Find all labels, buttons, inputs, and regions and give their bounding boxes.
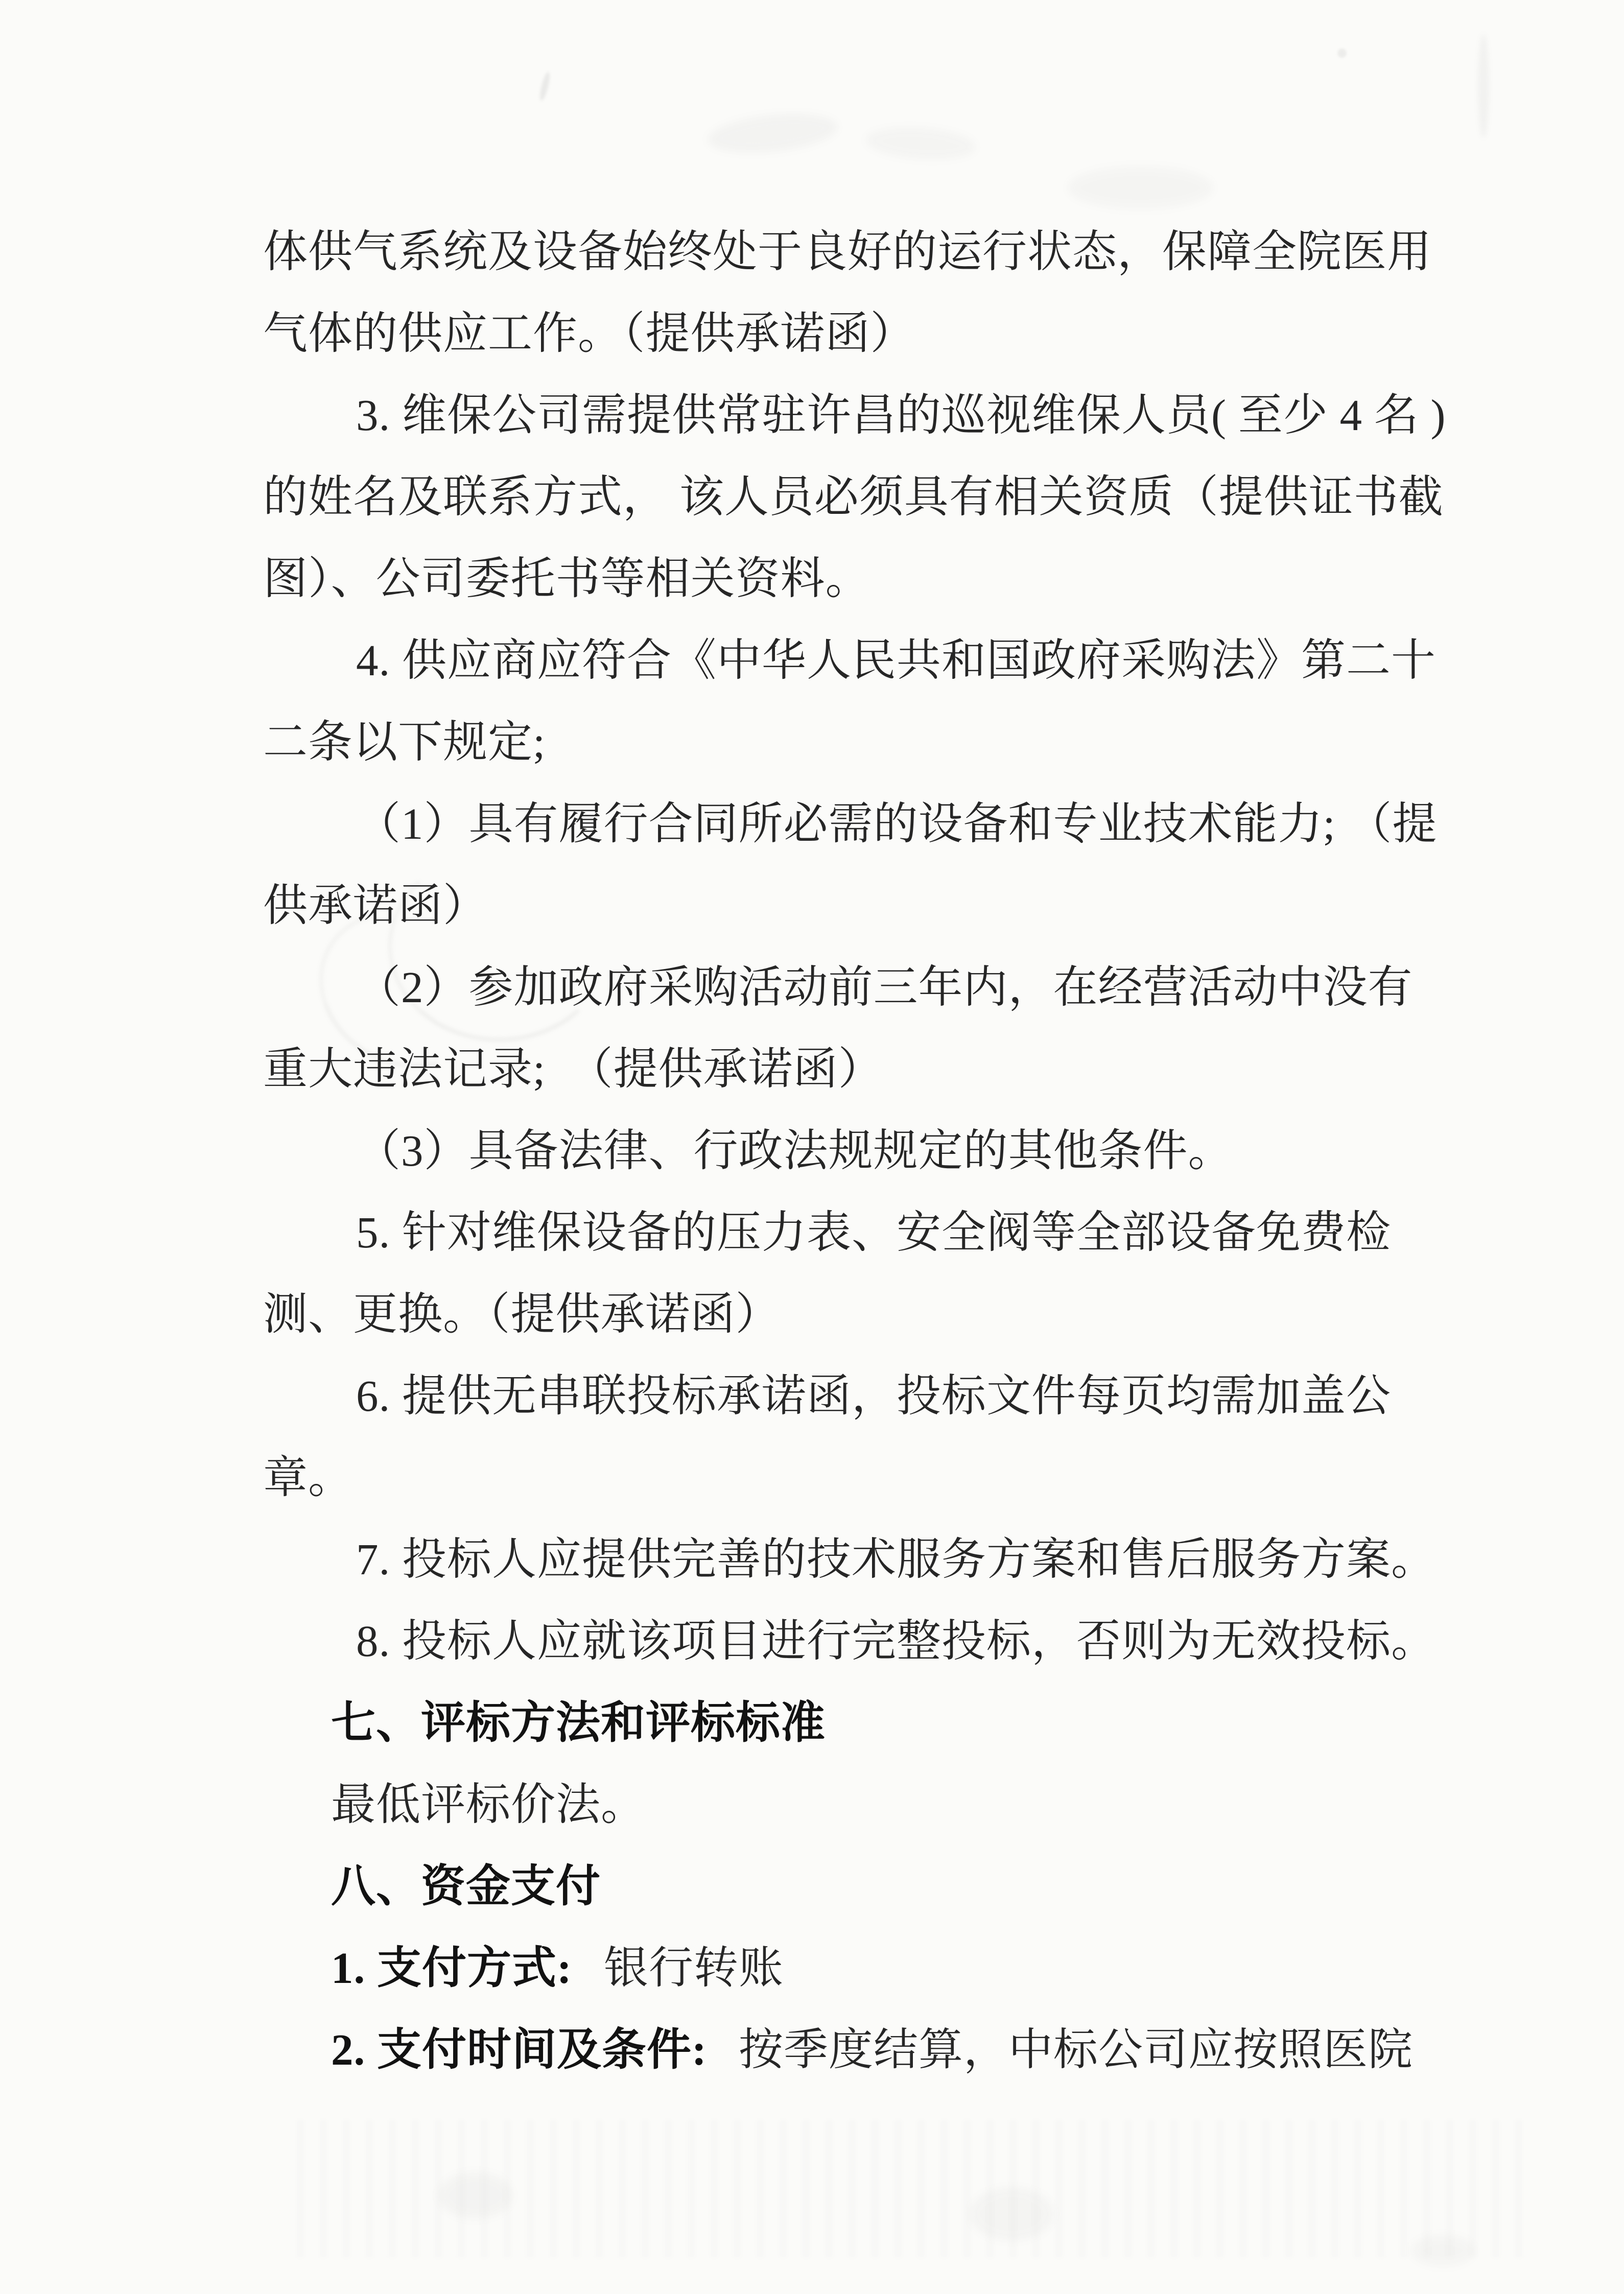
text-line-subitem-2 [0, 947, 1624, 1028]
payment-terms-label: 2. 支付时间及条件: [331, 2025, 707, 2074]
text-line-item-3 [0, 374, 1624, 456]
payment-method-label: 1. 支付方式: [331, 1943, 572, 1993]
scan-smudge [1068, 166, 1213, 209]
text-line-item-7 [0, 1519, 1624, 1600]
line-text: 气体的供应工作。（提供承诺函） [263, 309, 915, 358]
line-text: 章。 [263, 1453, 353, 1502]
line-text: 7. 投标人应提供完善的技术服务方案和售后服务方案。 [356, 1534, 1436, 1584]
heading-text: 七、评标方法和评标标准 [331, 1698, 826, 1747]
scan-smudge [538, 71, 552, 101]
line-text: 8. 投标人应就该项目进行完整投标，否则为无效投标。 [356, 1616, 1436, 1666]
line-text: 测、更换。（提供承诺函） [263, 1289, 781, 1339]
text-line-item-4 [0, 620, 1624, 701]
text-line [0, 1028, 1624, 1110]
scan-smudge [1411, 2235, 1475, 2266]
text-line [0, 1273, 1624, 1355]
line-text: 的姓名及联系方式， 该人员必须具有相关资质（提供证书截 [263, 472, 1444, 522]
line-text: 3. 维保公司需提供常驻许昌的巡视维保人员( 至少 4 名 ) [356, 390, 1446, 440]
text-line-subitem-1 [0, 783, 1624, 865]
text-line-evaluation-method [0, 1764, 1624, 1846]
scan-noise-band [296, 2120, 1533, 2258]
scan-smudge [970, 2187, 1054, 2241]
text-line [0, 538, 1624, 620]
line-text: 5. 针对维保设备的压力表、安全阀等全部设备免费检 [356, 1208, 1391, 1257]
text-line-subitem-3 [0, 1110, 1624, 1192]
section-heading-evaluation [0, 1682, 1624, 1764]
scan-smudge [706, 108, 839, 158]
line-text: 6. 提供无串联投标承诺函，投标文件每页均需加盖公 [356, 1371, 1391, 1421]
line-text: 重大违法记录; （提供承诺函） [263, 1044, 883, 1094]
line-text: （2）参加政府采购活动前三年内，在经营活动中没有 [356, 962, 1413, 1012]
line-text: 图）、公司委托书等相关资料。 [263, 554, 870, 603]
text-line-item-8 [0, 1600, 1624, 1682]
text-line [0, 293, 1624, 374]
text-line [0, 865, 1624, 947]
line-text: 最低评标价法。 [331, 1780, 646, 1829]
payment-method-value: 银行转账 [603, 1943, 784, 1993]
line-text: （1）具有履行合同所必需的设备和专业技术能力; （提 [356, 799, 1438, 848]
line-text: 体供气系统及设备始终处于良好的运行状态，保障全院医用 [263, 227, 1432, 276]
payment-method-line [0, 1927, 1624, 2009]
scan-smudge [1337, 49, 1347, 58]
heading-text: 八、资金支付 [331, 1861, 601, 1911]
text-line [0, 211, 1624, 293]
scan-smudge [865, 124, 977, 163]
text-line [0, 456, 1624, 538]
document-body [0, 211, 1624, 2091]
line-text: （3）具备法律、行政法规规定的其他条件。 [356, 1126, 1233, 1175]
text-line-item-6 [0, 1355, 1624, 1437]
section-heading-payment [0, 1846, 1624, 1927]
line-text: 供承诺函） [263, 881, 488, 930]
text-line [0, 701, 1624, 783]
payment-terms-value: 按季度结算，中标公司应按照医院 [738, 2025, 1413, 2074]
scan-smudge [1478, 34, 1489, 138]
text-line-item-5 [0, 1192, 1624, 1273]
line-text: 二条以下规定; [263, 717, 546, 767]
payment-terms-line [0, 2009, 1624, 2091]
text-line [0, 1437, 1624, 1519]
scan-smudge [438, 2172, 512, 2219]
line-text: 4. 供应商应符合《中华人民共和国政府采购法》第二十 [356, 635, 1436, 685]
